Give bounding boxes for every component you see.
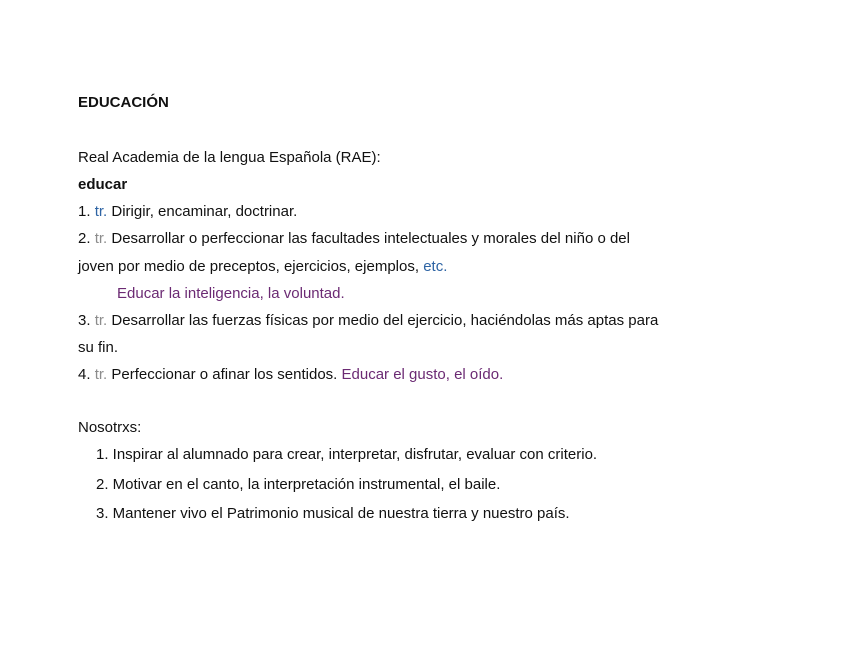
- list-item: 2. Motivar en el canto, la interpretación instrumental, el baile.: [96, 476, 501, 493]
- definition-number: 1.: [78, 203, 91, 220]
- nosotrxs-heading: Nosotrxs:: [78, 419, 142, 436]
- grammar-tag: tr.: [94, 366, 108, 383]
- definition-2: [78, 229, 630, 249]
- list-item: 1. Inspirar al alumnado para crear, interpretar, disfrutar, evaluar con criterio.: [96, 446, 598, 463]
- definition-2-example: Educar la inteligencia, la voluntad.: [117, 285, 345, 302]
- grammar-tag: tr.: [94, 312, 108, 329]
- grammar-tag: tr.: [94, 230, 108, 247]
- definition-number: 3.: [78, 312, 91, 329]
- definition-text: Desarrollar las fuerzas físicas por medio del ejercicio, haciéndolas más aptas para: [111, 312, 659, 329]
- source-line: Real Academia de la lengua Española (RAE):: [78, 149, 381, 166]
- definition-text: joven por medio de preceptos, ejercicios, ejemplos,: [78, 258, 420, 275]
- definition-number: 2.: [78, 230, 91, 247]
- headword: educar: [78, 176, 128, 193]
- definition-example: Educar el gusto, el oído.: [341, 366, 504, 383]
- definition-1: [78, 202, 297, 222]
- definition-text: Perfeccionar o afinar los sentidos.: [111, 366, 338, 383]
- definition-text: Desarrollar o perfeccionar las facultades intelectuales y morales del niño o del: [111, 230, 630, 247]
- page-title: EDUCACIÓN: [78, 94, 169, 111]
- grammar-tag: tr.: [94, 203, 108, 220]
- definition-number: 4.: [78, 366, 91, 383]
- definition-3: [78, 311, 658, 331]
- definition-text: Dirigir, encaminar, doctrinar.: [111, 203, 298, 220]
- definition-3-continued: su fin.: [78, 339, 119, 356]
- list-item: 3. Mantener vivo el Patrimonio musical de nuestra tierra y nuestro país.: [96, 505, 570, 522]
- definition-4: [78, 365, 503, 385]
- definition-2-continued: [78, 257, 447, 277]
- etc-link[interactable]: etc.: [423, 258, 448, 275]
